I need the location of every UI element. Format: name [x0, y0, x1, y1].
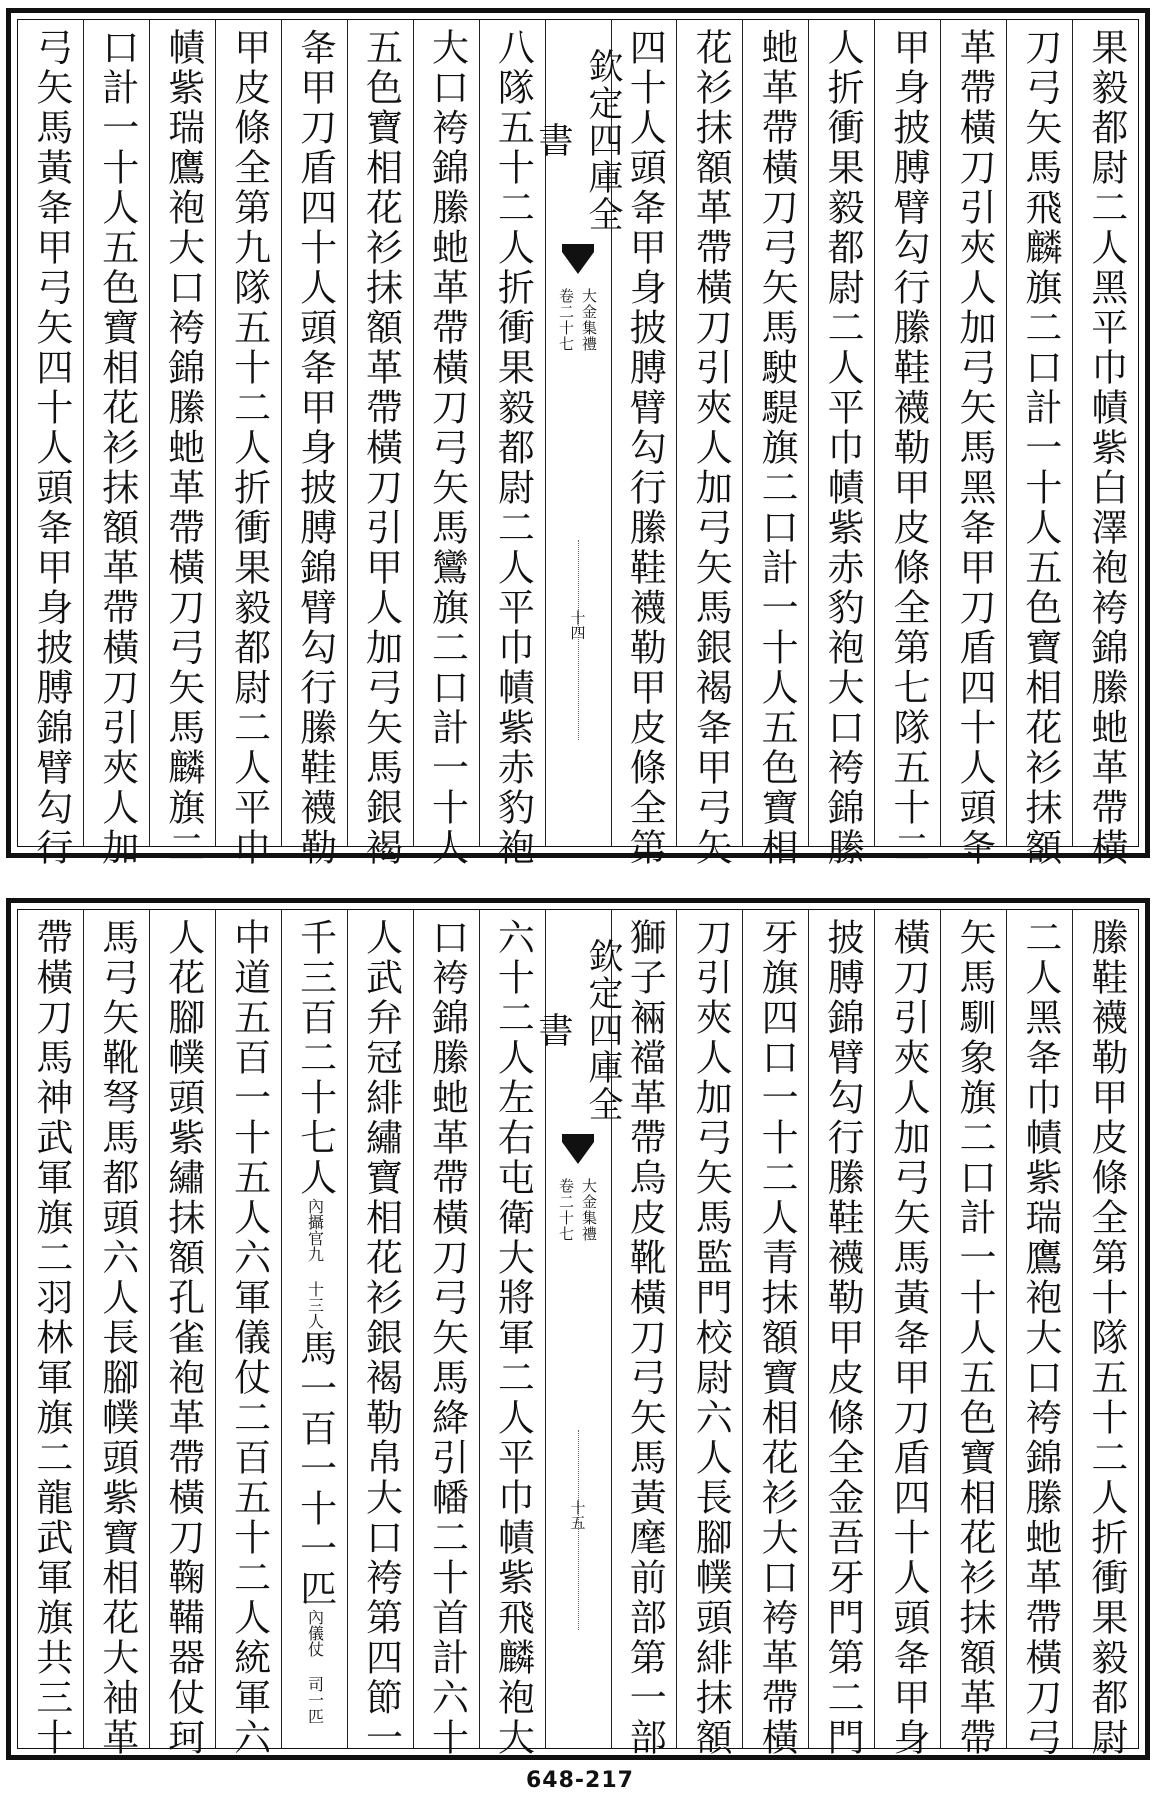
page-footer-code: 648-217: [526, 1768, 634, 1793]
volume-number: 卷二十七: [557, 288, 576, 352]
text-column: 花衫抹額革帶橫刀引夾人加弓矢馬銀褐夅甲弓矢: [676, 20, 742, 846]
text-column: 六十二人左右屯衛大將軍二人平巾幘紫飛麟袍大: [479, 910, 545, 1748]
top-page: [6, 8, 1150, 868]
volume-info: [546, 1178, 611, 1318]
text-column: 牙旗四口一十二人青抹額寶相花衫大口袴革帶橫: [742, 910, 808, 1748]
bottom-page: [6, 898, 1150, 1760]
top-page-frame: [17, 19, 1139, 868]
text-column: 大口袴錦縢虵革帶橫刀弓矢馬鸞旗二口計一十人: [413, 20, 479, 846]
text-column: 矢馬馴象旗二口計一十人五色寶相花衫抹額革帶: [940, 910, 1006, 1748]
annotation-note: 內攝官九 十三人: [305, 1198, 325, 1329]
text-column: 人武弁冠緋繡寶相花衫銀褐勒帛大口袴第四節一: [347, 910, 413, 1748]
page-number: 十五: [568, 1500, 587, 1530]
text-column: 八隊五十二人折衝果毅都尉二人平巾幘紫赤豹袍: [479, 20, 545, 846]
text-column: 口計一十人五色寶相花衫抹額革帶橫刀引夾人加: [83, 20, 149, 846]
text-column: 橫刀引夾人加弓矢馬黃夅甲刀盾四十人頭夅甲身: [874, 910, 940, 1748]
text-column: 幘紫瑞鷹袍大口袴錦縢虵革帶橫刀弓矢馬麟旗二: [149, 20, 215, 846]
text-column: 弓矢馬黃夅甲弓矢四十人頭夅甲身披膊錦臂勾行: [29, 28, 73, 868]
page-number: 十四: [568, 610, 587, 640]
fishtail-mark-icon: [562, 244, 594, 252]
text-column: 刀引夾人加弓矢馬監門校尉六人長腳幞頭緋抹額: [676, 910, 742, 1748]
center-fold-column: [533, 910, 624, 1748]
volume-info: [546, 288, 611, 428]
volume-title: 大金集禮: [580, 1178, 599, 1242]
center-fold-column: [533, 20, 624, 846]
text-column: 革帶橫刀引夾人加弓矢馬黑夅甲刀盾四十人頭夅: [940, 20, 1006, 846]
text-column: 二人黑夅巾幘紫瑞鷹袍大口袴錦縢虵革帶橫刀弓: [1006, 910, 1072, 1748]
text-column: 馬弓矢靴弩馬都頭六人長腳幞頭紫寶相花大袖革: [83, 910, 149, 1748]
text-column: 獅子裲襠革帶烏皮靴橫刀弓矢馬黃麾前部第一部: [611, 910, 677, 1748]
volume-title: 大金集禮: [580, 288, 599, 352]
text-column: 中道五百一十五人六軍儀仗二百五十二人統軍六: [215, 910, 281, 1748]
fishtail-mark-icon: [562, 252, 594, 274]
text-column: 果毅都尉二人黑平巾幘紫白澤袍袴錦縢虵革帶橫: [1072, 20, 1138, 846]
text-column: 虵革帶橫刀弓矢馬駛騠旗二口計一十人五色寶相: [742, 20, 808, 846]
volume-number: 卷二十七: [557, 1178, 576, 1242]
text-column: 刀弓矢馬飛麟旗二口計一十人五色寶相花衫抹額: [1006, 20, 1072, 846]
text-column: 縢鞋襪勒甲皮條全第十隊五十二人折衝果毅都尉: [1072, 910, 1138, 1748]
text-column: 千三百二十七人 內攝官九 十三人 馬一百一十一匹 內儀仗 司一匹: [281, 910, 347, 1748]
book-title: 欽定四庫全書: [533, 47, 624, 233]
text-column: 口袴錦縢虵革帶橫刀弓矢馬絳引幡二十首計六十: [413, 910, 479, 1748]
text-column: 人折衝果毅都尉二人平巾幘紫赤豹袍大口袴錦縢: [808, 20, 874, 846]
text-column: 帶橫刀馬神武軍旗二羽林軍旗二龍武軍旗共三十: [29, 918, 73, 1758]
text-column: 夅甲刀盾四十人頭夅甲身披膊錦臂勾行縢鞋襪勒: [281, 20, 347, 846]
text-column: 五色寶相花衫抹額革帶橫刀引甲人加弓矢馬銀褐: [347, 20, 413, 846]
book-title: 欽定四庫全書: [533, 937, 624, 1123]
text-column: 甲皮條全第九隊五十二人折衝果毅都尉二人平巾: [215, 20, 281, 846]
text-column: 人花腳幞頭紫繡抹額孔雀袍革帶橫刀鞠鞴器仗珂: [149, 910, 215, 1748]
fishtail-mark-icon: [562, 1134, 594, 1142]
annotation-note: 內儀仗 司一匹: [305, 1609, 325, 1724]
text-column: 甲身披膊臂勾行縢鞋襪勒甲皮條全第七隊五十二: [874, 20, 940, 846]
bottom-page-frame: [17, 909, 1139, 1758]
fishtail-mark-icon: [562, 1142, 594, 1164]
text-column: 四十人頭夅甲身披膊臂勾行縢鞋襪勒甲皮條全第: [611, 20, 677, 846]
text-column: 披膊錦臂勾行縢鞋襪勒甲皮條全金吾牙門第二門: [808, 910, 874, 1748]
